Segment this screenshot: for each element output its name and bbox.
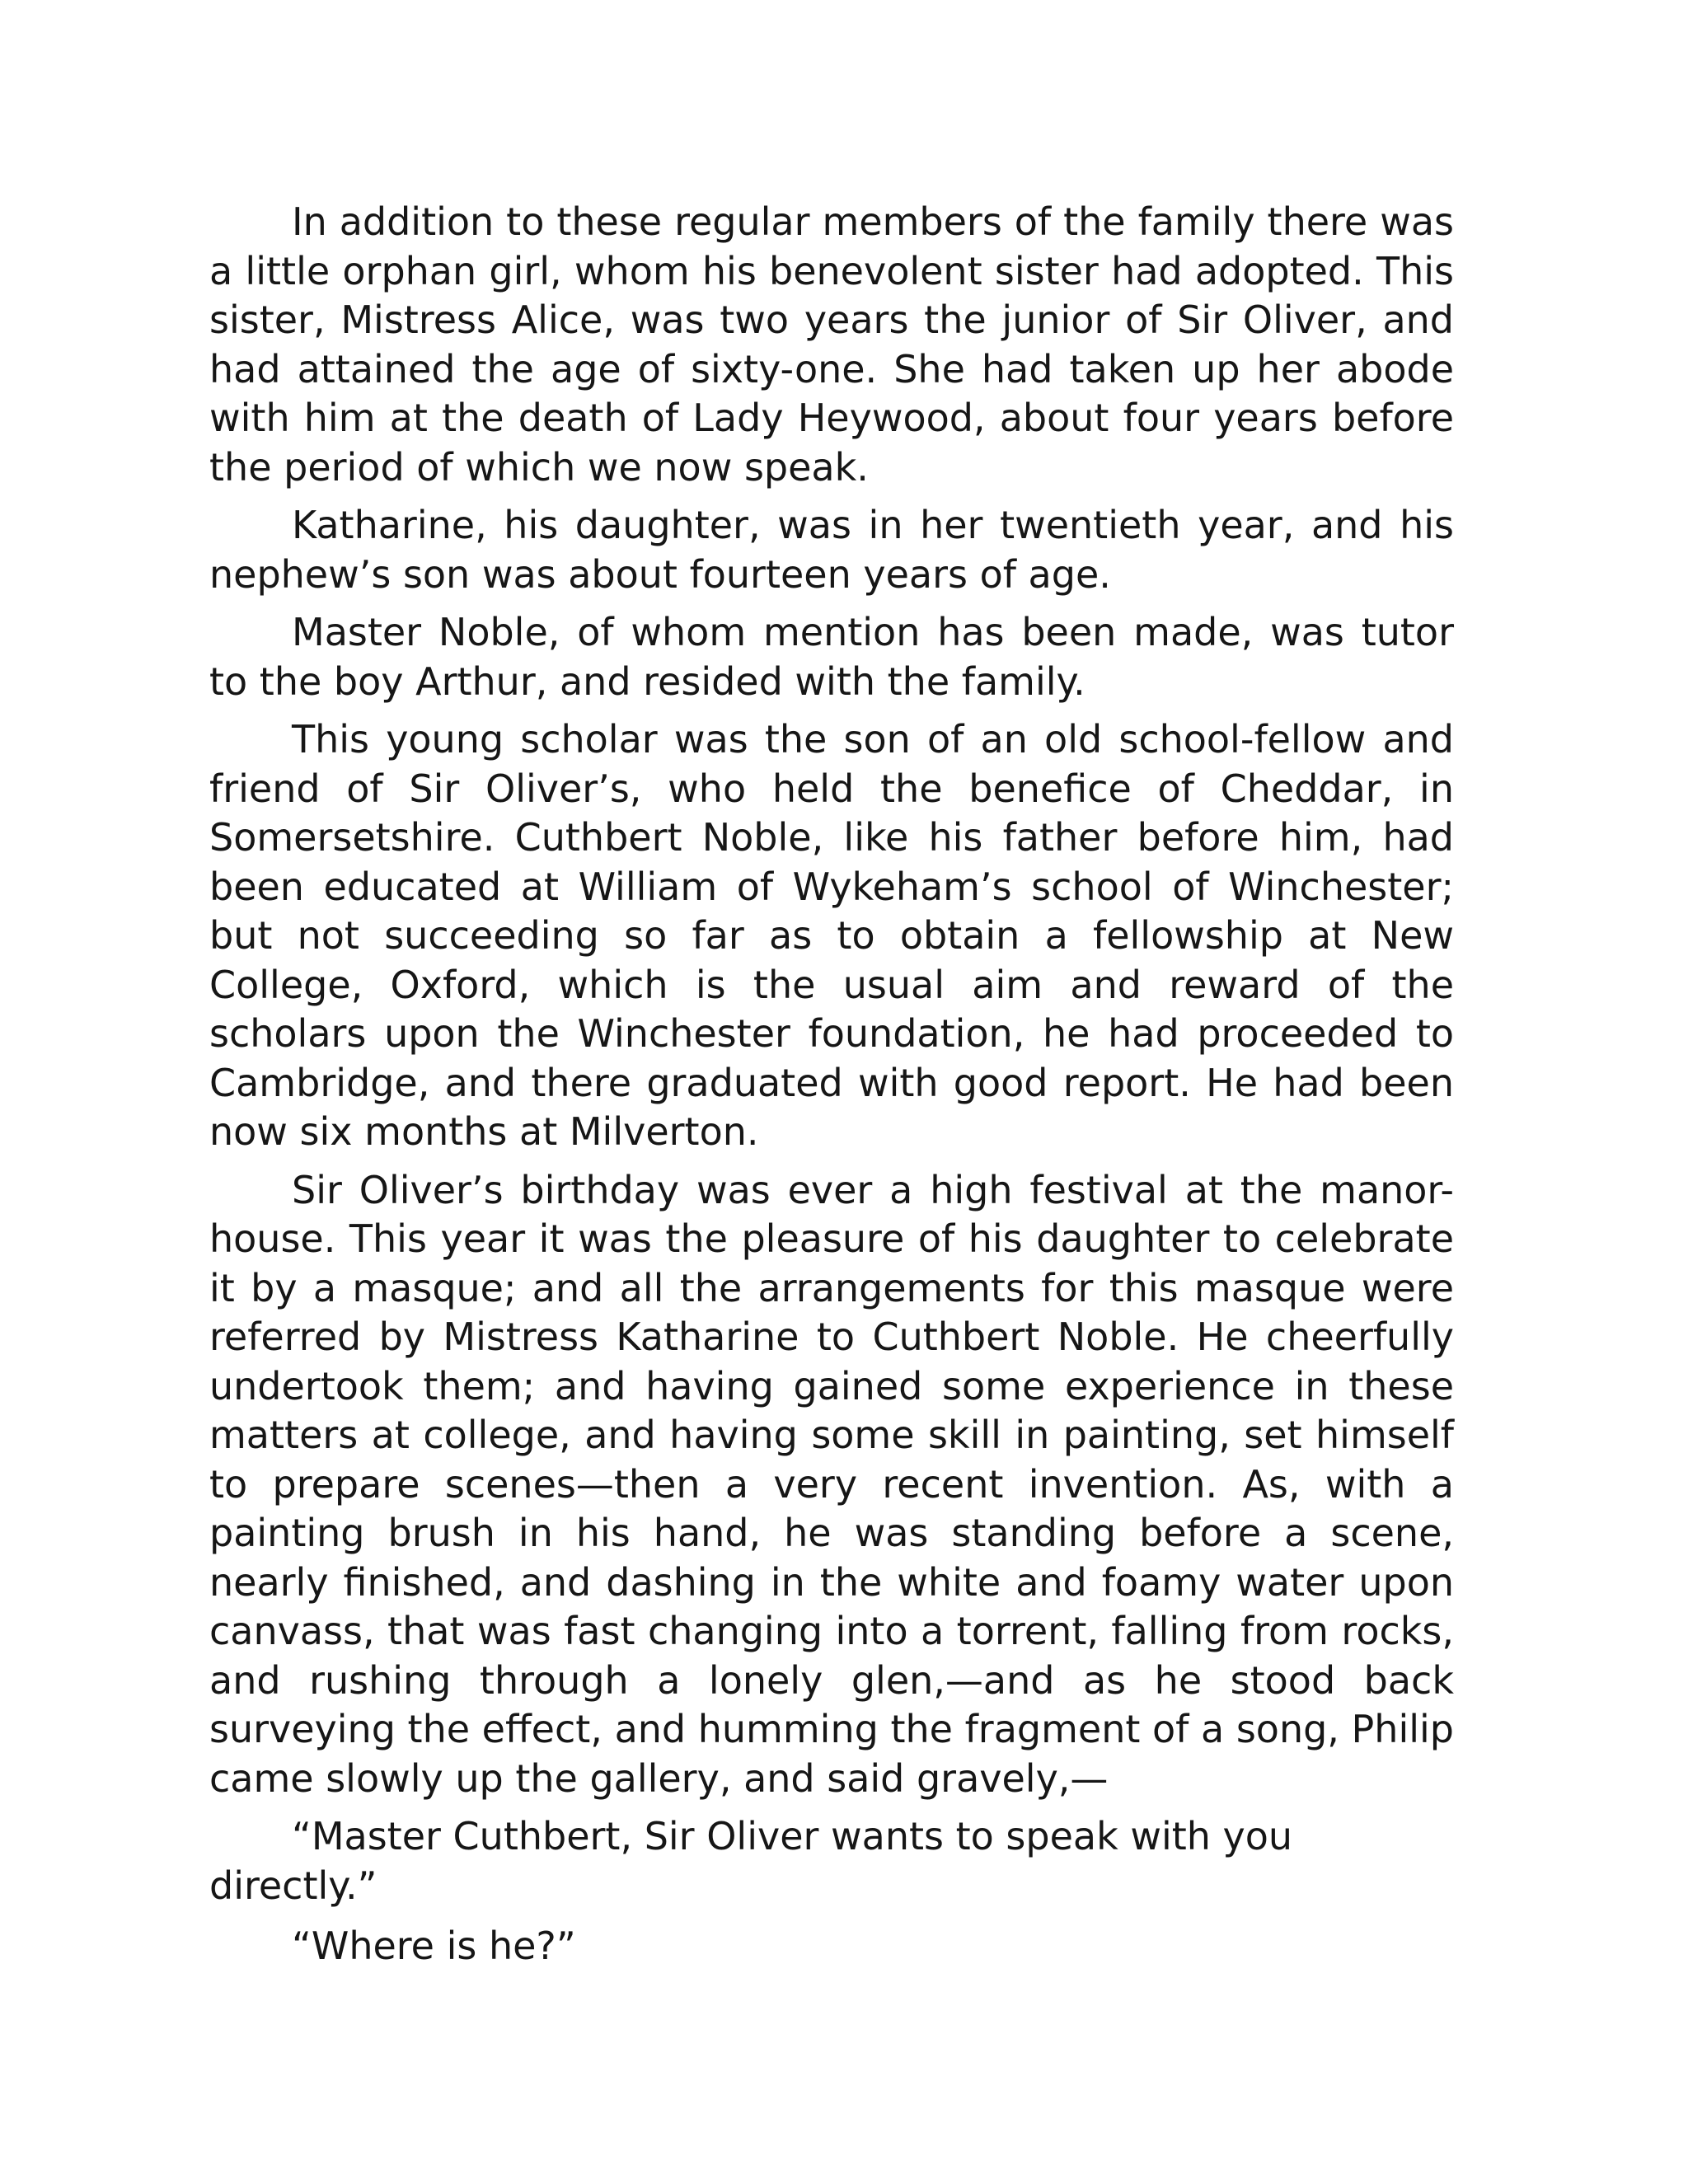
paragraph-master-noble: Master Noble, of whom mention has been made, was tutor to the boy Arthur, and resided with the family. [209, 610, 1454, 704]
dialogue-philip: “Master Cuthbert, Sir Oliver wants to speak with you directly.” [209, 1814, 1293, 1908]
paragraph-katharine: Katharine, his daughter, was in her twentieth year, and his nephew’s son was about fourteen years of age. [209, 503, 1454, 597]
dialogue-cuthbert: “Where is he?” [292, 1924, 576, 1968]
paragraph-young-scholar: This young scholar was the son of an old school-fellow and friend of Sir Oliver’s, who held the benefice of Cheddar, in Somersetshire. Cuthbert Noble, like his father before him, had been educated at William of Wykeham’s school of Winchester; but not succeeding so far as to obtain a fellowship at New College, Oxford, which is the usual aim and reward of the scholars upon the Winchester foundation, he had proceeded to Cambridge, and there graduated with good report. He had been now six months at Milverton. [209, 717, 1454, 1154]
paragraph-birthday-masque: Sir Oliver’s birthday was ever a high festival at the manor-house. This year it was the pleasure of his daughter to celebrate it by a masque; and all the arrangements for this masque were referred by Mistress Katharine to Cuthbert Noble. He cheerfully undertook them; and having gained some experience in these matters at college, and having some skill in painting, set himself to prepare scenes—then a very recent invention. As, with a painting brush in his hand, he was standing before a scene, nearly finished, and dashing in the white and foamy water upon canvass, that was fast changing into a torrent, falling from rocks, and rushing through a lonely glen,—and as he stood back surveying the effect, and humming the fragment of a song, Philip came slowly up the gallery, and said gravely,— [209, 1167, 1454, 1801]
document-page [209, 198, 1454, 1983]
paragraph-family-members: In addition to these regular members of the family there was a little orphan girl, whom his benevolent sister had adopted. This sister, Mistress Alice, was two years the junior of Sir Oliver, and had attained the age of sixty-one. She had taken up her abode with him at the death of Lady Heywood, about four years before the period of which we now speak. [209, 199, 1454, 490]
